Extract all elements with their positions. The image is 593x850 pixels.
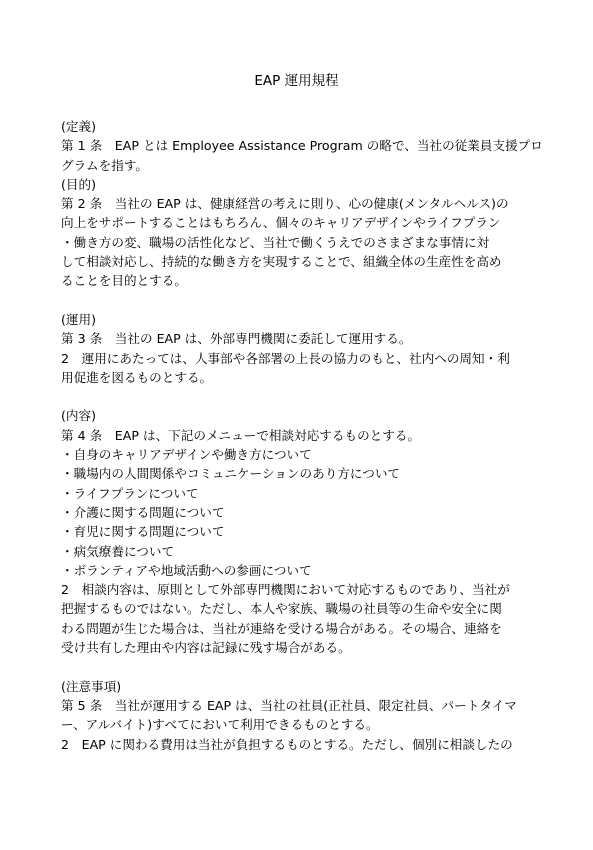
article-3-line-3: 用促進を図るものとする。 (61, 369, 213, 385)
blank-line (61, 657, 533, 676)
article-2-line-3: ・働き方の変、職場の活性化など、当社で働くうえでのさまざまな事情に対 (61, 234, 490, 250)
section-heading-definition: (定義) (61, 119, 97, 134)
list-item-volunteer: ・ボランティアや地域活動への参画について (61, 562, 312, 578)
list-item-nursing-care: ・介護に関する問題について (61, 504, 225, 520)
article-2-line-1: 第 2 条 当社の EAP は、健康経営の考えに則り、心の健康(メンタルヘルス)の (61, 196, 509, 212)
article-4-para-2-line-1: 2 相談内容は、原則として外部専門機関において対応するものであり、当社が (61, 582, 510, 598)
list-item-medical-treatment: ・病気療養について (61, 543, 175, 559)
list-item-life-plan: ・ライフプランについて (61, 485, 199, 501)
section-notes (61, 677, 533, 754)
article-1-line-2: グラムを指す。 (61, 157, 149, 173)
section-definition (61, 117, 543, 175)
section-heading-purpose: (目的) (61, 176, 97, 192)
document-body (61, 117, 543, 754)
article-3-line-1: 第 3 条 当社の EAP は、外部専門機関に委託して運用する。 (61, 331, 412, 347)
article-2-line-5: ることを目的とする。 (61, 273, 187, 289)
article-4-para-2-line-3: わる問題が生じた場合は、当社が連絡を受ける場合がある。その場合、連絡を (61, 620, 502, 636)
article-2-line-4: して相談対応し、持続的な働き方を実現することで、組織全体の生産性を高め (61, 254, 502, 270)
section-heading-operation: (運用) (61, 311, 97, 327)
list-item-childcare: ・育児に関する問題について (61, 524, 225, 540)
article-5-line-1: 第 5 条 当社が運用する EAP は、当社の社員(正社員、限定社員、パートタイマ (61, 697, 517, 713)
blank-line (61, 387, 533, 406)
article-3-line-2: 2 運用にあたっては、人事部や各部署の上長の協力のもと、社内への周知・利 (61, 350, 510, 366)
article-1-line-1: 第 1 条 EAP とは Employee Assistance Program の略で、当社の従業員支援プロ (61, 138, 543, 154)
section-operation (61, 310, 533, 387)
section-content (61, 406, 533, 657)
list-item-career-design: ・自身のキャリアデザインや働き方について (61, 447, 312, 463)
article-4-line-1: 第 4 条 EAP は、下記のメニューで相談対応するものとする。 (61, 427, 421, 443)
list-item-workplace-relations: ・職場内の人間関係やコミュニケーションのあり方について (61, 466, 401, 482)
article-5-line-2: ー、アルバイト)すべてにおいて利用できるものとする。 (61, 717, 379, 733)
blank-line (61, 291, 533, 310)
section-purpose (61, 175, 533, 291)
article-4-para-2-line-2: 把握するものではない。ただし、本人や家族、職場の社員等の生命や安全に関 (61, 601, 502, 617)
article-4-para-2-line-4: 受け共有した理由や内容は記録に残す場合がある。 (61, 640, 351, 656)
section-heading-notes: (注意事項) (61, 678, 122, 694)
article-2-line-2: 向上をサポートすることはもちろん、個々のキャリアデザインやライフプラン (61, 215, 501, 231)
article-5-para-2-line-1: 2 EAP に関わる費用は当社が負担するものとする。ただし、個別に相談したの (61, 736, 513, 752)
document-title: EAP 運用規程 (254, 73, 339, 89)
section-heading-content: (内容) (61, 408, 97, 424)
